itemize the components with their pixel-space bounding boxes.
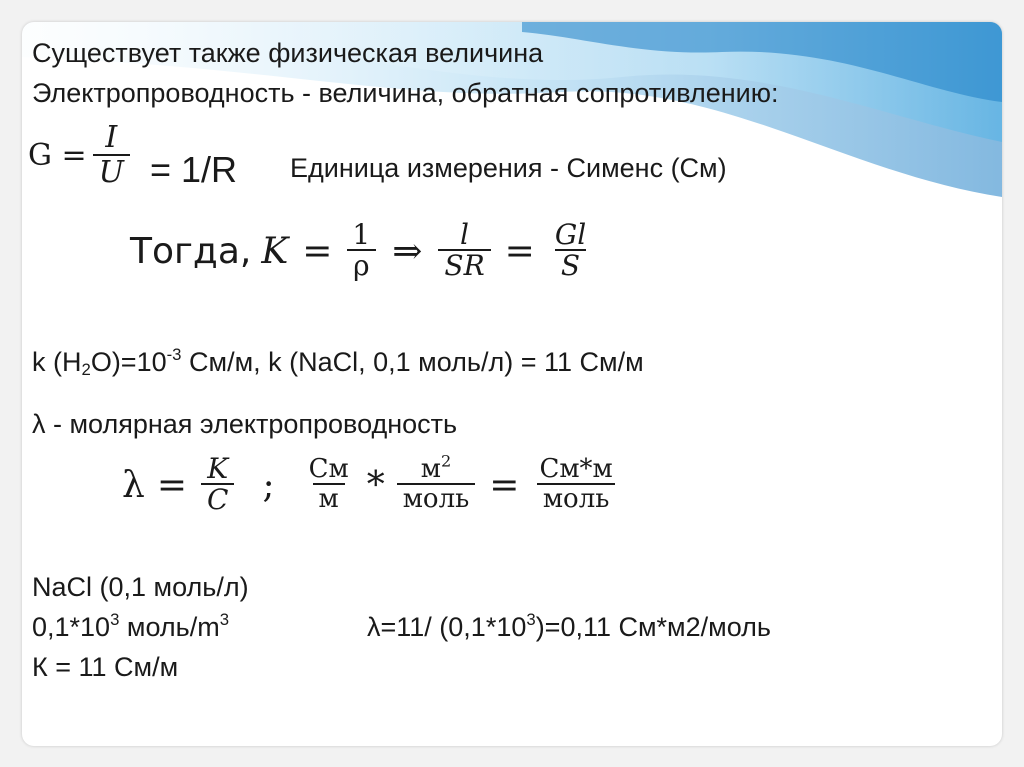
fraction-smm-over-mol bbox=[533, 456, 618, 514]
k-h2o-exponent: -3 bbox=[166, 345, 182, 365]
fraction-numerator: l bbox=[460, 218, 470, 251]
fraction-numerator: I bbox=[105, 120, 118, 155]
fraction-1-over-rho bbox=[346, 220, 376, 282]
calc-prefix: λ=11/ (0,1*10 bbox=[367, 612, 527, 642]
word-togda: Тогда, bbox=[130, 230, 252, 272]
slide bbox=[22, 22, 1002, 746]
conv-mid: моль/m bbox=[119, 612, 220, 642]
fraction-sm-over-m bbox=[303, 456, 355, 514]
k-h2o-suffix: См/м, k (NaCl, 0,1 моль/л) = 11 См/м bbox=[181, 347, 644, 377]
fraction-numerator: 1 bbox=[352, 218, 371, 251]
equals-sign: = bbox=[156, 464, 187, 506]
fraction-denominator: S bbox=[555, 249, 586, 282]
fraction-denominator: U bbox=[93, 154, 130, 189]
fraction-denominator: SR bbox=[438, 249, 490, 282]
g-lhs: G = bbox=[28, 137, 87, 173]
implies-arrow: ⇒ bbox=[392, 230, 423, 272]
fraction-numerator: См*м bbox=[539, 454, 613, 485]
conductivity-values-line bbox=[32, 347, 644, 378]
fraction-numerator: См bbox=[308, 454, 349, 485]
fraction-gl-over-s bbox=[549, 220, 592, 282]
fraction-denominator: ρ bbox=[347, 249, 375, 282]
equals-sign: = bbox=[489, 464, 520, 506]
k-symbol: K bbox=[261, 230, 289, 272]
fraction-m2-over-mol bbox=[397, 451, 476, 515]
calc-suffix: )=0,11 См*м2/моль bbox=[535, 612, 771, 642]
m-letter: м bbox=[420, 454, 441, 485]
fraction-numerator: K bbox=[207, 452, 229, 485]
equals-sign: = bbox=[302, 230, 333, 272]
fraction-numerator bbox=[415, 451, 457, 485]
semicolon: ; bbox=[262, 464, 275, 506]
conv-exponent: 3 bbox=[110, 610, 120, 630]
fraction-denominator: моль bbox=[397, 483, 476, 514]
multiply-sign: * bbox=[366, 464, 385, 506]
fraction-k-over-c bbox=[201, 454, 234, 516]
one-over-r: = 1/R bbox=[150, 149, 238, 190]
intro-line-2: Электропроводность - величина, обратная сопротивлению: bbox=[32, 78, 779, 108]
conductance-formula bbox=[28, 122, 136, 189]
i-over-u-fraction bbox=[93, 122, 130, 189]
fraction-denominator: моль bbox=[537, 483, 616, 514]
fraction-l-over-sr bbox=[438, 220, 490, 282]
k-h2o-prefix: k (H bbox=[32, 347, 82, 377]
nacl-concentration: NaCl (0,1 моль/л) bbox=[32, 572, 249, 602]
k-h2o-subscript: 2 bbox=[81, 360, 91, 380]
calc-exponent: 3 bbox=[526, 610, 536, 630]
specific-conductance-formula bbox=[130, 220, 598, 282]
conv-prefix: 0,1*10 bbox=[32, 612, 111, 642]
conv-exponent-2: 3 bbox=[219, 610, 230, 630]
lambda-symbol: λ bbox=[122, 464, 145, 506]
m-exponent: 2 bbox=[440, 451, 452, 471]
fraction-numerator: Gl bbox=[554, 218, 587, 251]
lambda-calculation bbox=[367, 612, 771, 643]
k-h2o-mid: O)=10 bbox=[90, 347, 167, 377]
molar-conductance-formula bbox=[122, 451, 625, 517]
unit-text: Единица измерения - Сименс (См) bbox=[290, 153, 727, 183]
fraction-denominator: C bbox=[201, 483, 234, 516]
concentration-conversion bbox=[32, 612, 229, 643]
equals-sign: = bbox=[504, 230, 535, 272]
intro-line-1: Существует также физическая величина bbox=[32, 38, 544, 68]
lambda-definition: λ - молярная электропроводность bbox=[32, 409, 458, 439]
fraction-denominator: м bbox=[313, 483, 345, 514]
k-value: К = 11 См/м bbox=[32, 652, 179, 682]
